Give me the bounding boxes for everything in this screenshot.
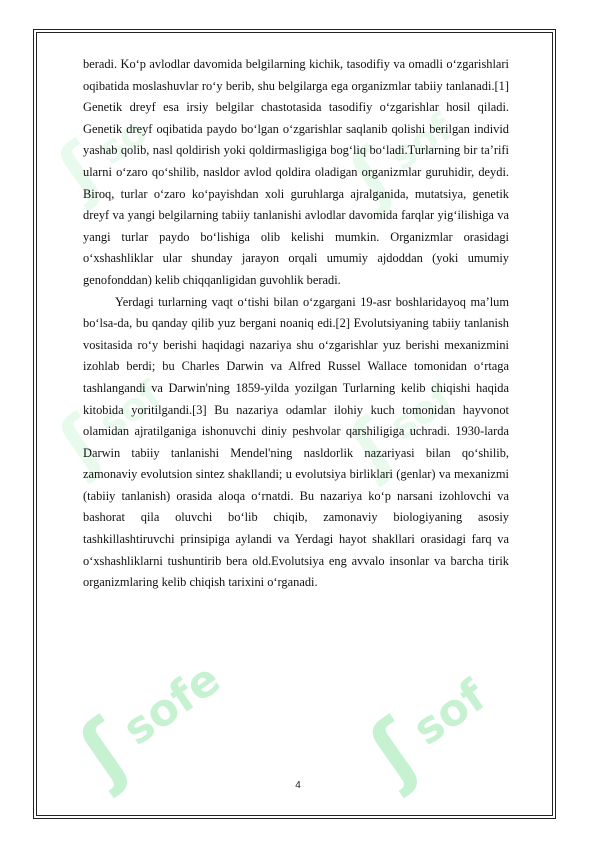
svg-text:ʃ: ʃ [353,703,435,799]
svg-text:ʃ: ʃ [44,128,115,212]
svg-text:sof: sof [90,372,170,446]
svg-text:sof: sof [381,375,461,449]
svg-text:sof: sof [403,670,496,756]
paragraph-evolution-history: Yerdagi turlarning vaqt o‘tishi bilan o‘zgargani 19-asr boshlaridayoq ma’lum bo‘lsa-da, bu qanday qilib yuz bergani noaniq edi.[2] Evolutsiyaning tabiiy tanlanish vositasida ro‘y berishi haqidagi nazariya shu o‘zgarishlar yuz berishi mexanizmini izohlab berdi; bu Charles Darwin va Alfred Russel Wallace tomonidan o‘rtaga tashlangandi va Darwin'ning 1859-yilda yozilgan Turlarning kelib chiqishi haqida kitobida yoritilgandi.[3] Bu nazariya odamlar ilohiy kuch tomonidan hayvonot olamidan ajratilganiga ishonuvchi diniy peshvolar qarshiligiga uchradi. 1930-larda Darwin tabiiy tanlanishi Mendel'ning nasldorlik nazariyasi bilan qo‘shilib, zamonaviy evolutsion sintez shakllandi; u evolutsiya birliklari (genlar) va mexanizmi (tabiiy tanlanish) orasida aloqa o‘rnatdi. Bu nazariya ko‘p narsani izohlovchi va bashorat qila oluvchi bo‘lib chiqib, zamonaviy biologiyaning asosiy tashkillashtiruvchi prinsipiga aylandi va Yerdagi hayot shakllari orasidagi farq va o‘xshashliklarni tushuntirib bera old.Evolutsiya eng avvalo insonlar va barcha tirik organizmlaring kelib chiqish tarixini o‘rganadi. [83,294,509,590]
svg-text:ʃ: ʃ [335,403,407,488]
page-number: 4 [295,780,301,791]
svg-text:ʃ: ʃ [335,133,407,218]
svg-text:sof: sof [381,105,461,179]
svg-text:ʃ: ʃ [63,703,145,799]
paragraph-continuation: beradi. Ko‘p avlodlar davomida belgilarning kichik, tasodifiy va omadli o‘zgarishlari oqibatida moslashuvlar ro‘y berib, shu belgilarga ega organizmlar tabiiy tanlanadi.[1] Genetik dreyf esa irsiy belgilar chastotasida tasodifiy o‘zgarishlar hosil qiladi. Genetik dreyf oqibatida paydo bo‘lgan o‘zgarishlar saqlanib qolishi berilgan individ yashab qolib, nasl qoldirish yoki qoldirmasligiga bog‘liq bo‘ladi.Turlarning bir ta’rifi ularni o‘zaro qo‘shilib, nasldor avlod qoldira oladigan organizmlar guruhidir, deydi. Biroq, turlar o‘zaro ko‘payishdan xoli guruhlarga ajralganida, mutatsiya, genetik dreyf va yangi belgilarning tabiiy tanlanishi avlodlar davomida farqlar yig‘ilishiga va yangi turlar paydo bo‘lishiga olib kelishi mumkin. Organizmlar orasidagi o‘xshashliklar ular shunday jarayon orqali umumiy ajdoddan (yoki umumiy genofonddan) kelib chiqqanligidan guvohlik beradi. [83,57,509,287]
svg-text:so: so [90,109,156,174]
svg-text:ʃ: ʃ [45,400,116,485]
watermark-text: sofe [113,653,230,756]
document-body [83,54,509,594]
